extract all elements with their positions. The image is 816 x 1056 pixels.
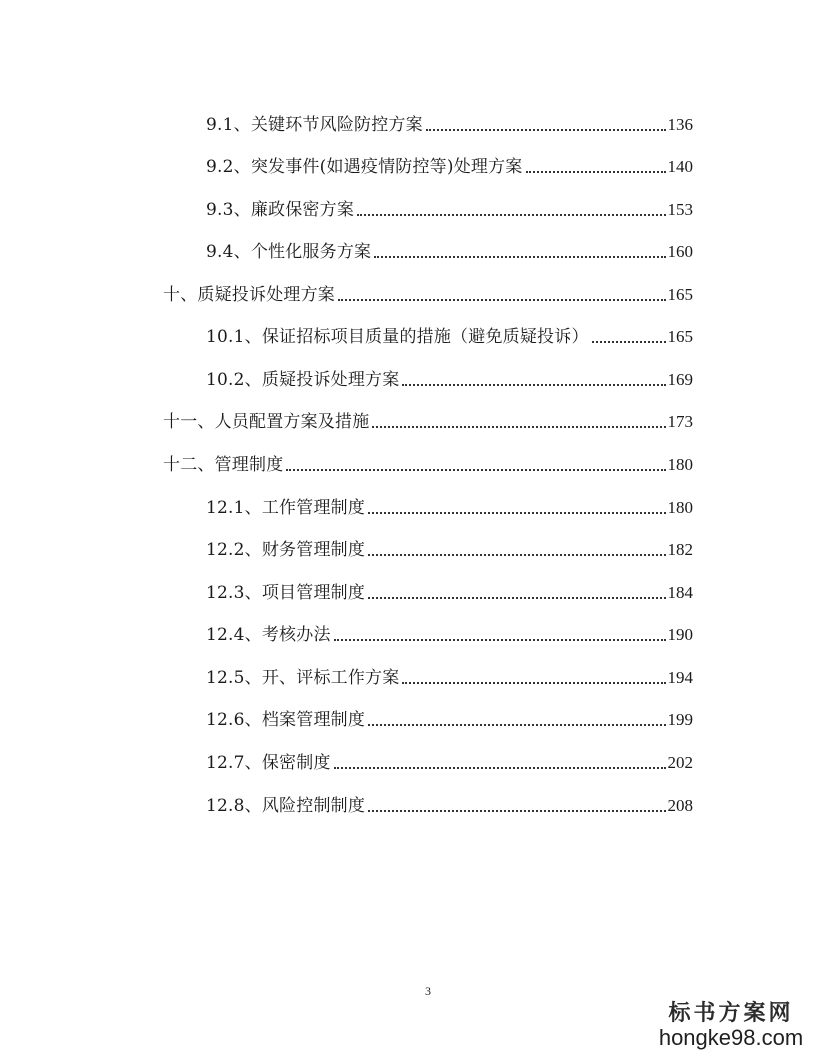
toc-dot-leader [402, 383, 665, 386]
toc-entry-page: 140 [667, 157, 693, 176]
watermark-logo [656, 1000, 806, 1050]
toc-entry-page: 180 [667, 498, 693, 517]
toc-entry-label: 9.4、个性化服务方案 [206, 242, 372, 262]
toc-entry-page: 136 [667, 115, 693, 134]
toc-entry [206, 623, 693, 647]
toc-entry-page: 180 [667, 455, 693, 474]
toc-entry-page: 190 [667, 625, 693, 644]
toc-dot-leader [357, 213, 665, 216]
toc-entry [206, 240, 693, 264]
toc-dot-leader [334, 766, 666, 769]
toc-entry-label: 12.5、开、评标工作方案 [206, 668, 400, 688]
toc-dot-leader [368, 723, 665, 726]
watermark-url: hongke98.com [658, 1025, 804, 1050]
toc-entry [163, 410, 693, 434]
toc-dot-leader [592, 340, 666, 343]
toc-entry-label: 12.7、保密制度 [206, 753, 331, 773]
toc-entry-page: 202 [667, 753, 693, 772]
toc-entry-label: 10.2、质疑投诉处理方案 [206, 370, 400, 390]
toc-dot-leader [368, 809, 665, 812]
toc-entry-label: 12.2、财务管理制度 [206, 540, 366, 560]
toc-entry [206, 113, 693, 137]
toc-entry [206, 325, 693, 349]
toc-entry-label: 12.6、档案管理制度 [206, 710, 366, 730]
toc-dot-leader [402, 681, 665, 684]
toc-entry [206, 751, 693, 775]
toc-entry-page: 153 [667, 200, 693, 219]
toc-entry-label: 9.2、突发事件(如遇疫情防控等)处理方案 [206, 157, 523, 177]
toc-dot-leader [374, 255, 665, 258]
toc-dot-leader [334, 638, 666, 641]
toc-entry [206, 496, 693, 520]
watermark-brand: 标书方案网 [668, 1000, 794, 1026]
toc-dot-leader [526, 170, 666, 173]
toc-dot-leader [338, 298, 666, 301]
toc-dot-leader [372, 425, 665, 428]
toc-entry [206, 666, 693, 690]
toc-entry-label: 12.4、考核办法 [206, 625, 331, 645]
toc-entry-page: 165 [667, 327, 693, 346]
toc-entry [163, 453, 693, 477]
toc-entry-label: 12.3、项目管理制度 [206, 583, 366, 603]
toc-entry [206, 708, 693, 732]
toc-entry [206, 794, 693, 818]
toc-entry-label: 9.1、关键环节风险防控方案 [206, 115, 423, 135]
toc-entry-page: 194 [667, 668, 693, 687]
toc-entry-label: 9.3、廉政保密方案 [206, 200, 355, 220]
toc-entry-label: 十二、管理制度 [163, 455, 284, 475]
toc-dot-leader [286, 468, 665, 471]
toc-entry-page: 208 [667, 796, 693, 815]
toc-entry-page: 160 [667, 242, 693, 261]
toc-entry-page: 173 [667, 412, 693, 431]
toc-entry [206, 198, 693, 222]
toc-entry-page: 184 [667, 583, 693, 602]
toc-entry-label: 10.1、保证招标项目质量的措施（避免质疑投诉） [206, 327, 589, 347]
toc-entry [206, 538, 693, 562]
toc-entry-page: 169 [667, 370, 693, 389]
toc-dot-leader [368, 553, 665, 556]
toc-entry-label: 十、质疑投诉处理方案 [163, 285, 335, 305]
toc-entry [206, 155, 693, 179]
toc-entry-label: 12.1、工作管理制度 [206, 498, 366, 518]
toc-entry-page: 199 [667, 710, 693, 729]
toc-entry-page: 165 [667, 285, 693, 304]
toc-entry [163, 283, 693, 307]
toc-entry-label: 12.8、风险控制制度 [206, 796, 366, 816]
page-number: 3 [425, 984, 431, 998]
toc-entry [206, 368, 693, 392]
toc-entry-page: 182 [667, 540, 693, 559]
toc-dot-leader [368, 511, 665, 514]
toc-entry-label: 十一、人员配置方案及措施 [163, 412, 370, 432]
toc-dot-leader [368, 596, 665, 599]
toc-dot-leader [426, 128, 666, 131]
toc-entry [206, 581, 693, 605]
